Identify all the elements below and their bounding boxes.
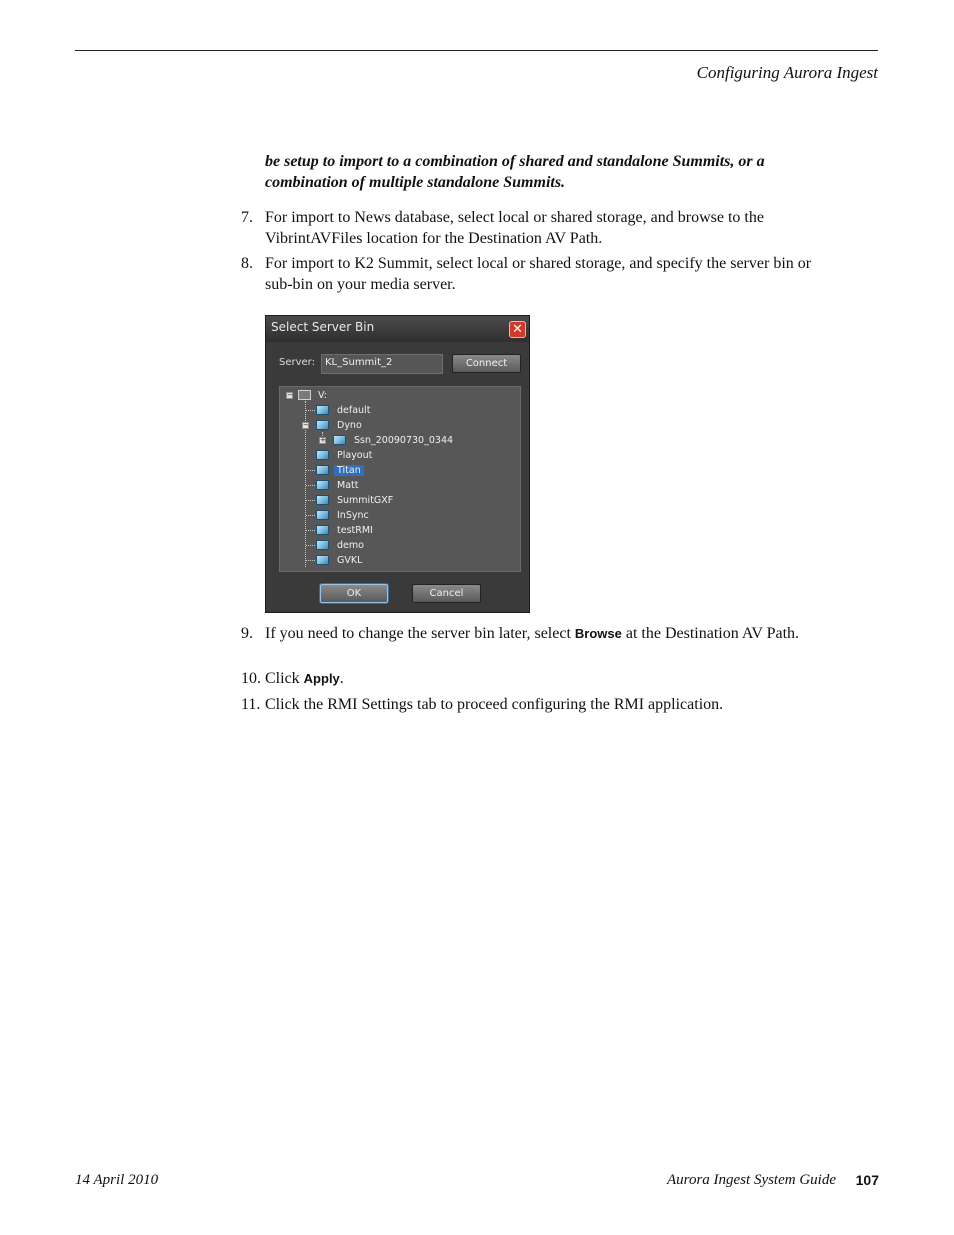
footer-date: 14 April 2010: [75, 1172, 159, 1188]
footer-guide-title: Aurora Ingest System Guide: [667, 1172, 836, 1188]
running-head: Configuring Aurora Ingest: [696, 63, 878, 82]
select-server-bin-dialog: [265, 315, 530, 613]
tree-connector: [306, 515, 315, 516]
tree-connector: [306, 500, 315, 501]
tree-item[interactable]: default: [316, 403, 370, 418]
bin-folder-icon: [316, 405, 329, 415]
page-number: 107: [855, 1172, 879, 1188]
tree-connector: [306, 485, 315, 486]
tree-item[interactable]: demo: [316, 538, 364, 553]
step-number: 8.: [241, 255, 253, 272]
tree-root[interactable]: − V:: [287, 390, 327, 401]
dialog-title-bar: [266, 316, 529, 342]
tree-item[interactable]: Matt: [316, 478, 358, 493]
tree-item[interactable]: − Dyno: [303, 420, 362, 431]
tree-connector: [306, 545, 315, 546]
step-8: [241, 253, 831, 295]
step-7: [241, 207, 831, 249]
bin-folder-icon: [316, 465, 329, 475]
ui-term-browse: Browse: [574, 626, 622, 641]
bin-folder-icon: [316, 555, 329, 565]
bin-folder-icon: [316, 510, 329, 520]
tree-item[interactable]: InSync: [316, 508, 369, 523]
step-text: Click the RMI Settings tab to proceed configuring the RMI application.: [265, 696, 724, 713]
tree-item[interactable]: SummitGXF: [316, 493, 393, 508]
step-10: [241, 668, 831, 689]
step-number: 7.: [241, 209, 253, 226]
step-text: For import to News database, select local or shared storage, and browse to the VibrintAVFiles location for the Destination AV Path.: [265, 209, 764, 247]
step-text: If you need to change the server bin later, select Browse at the Destination AV Path.: [265, 625, 800, 642]
tree-connector: [306, 560, 315, 561]
tree-connector: [306, 530, 315, 531]
close-icon[interactable]: ✕: [509, 321, 526, 338]
bin-folder-icon: [316, 525, 329, 535]
step-text: For import to K2 Summit, select local or shared storage, and specify the server bin or sub-bin on your media server.: [265, 255, 812, 293]
tree-connector: [306, 410, 315, 411]
cancel-button[interactable]: Cancel: [412, 584, 481, 603]
server-label: Server:: [279, 357, 315, 368]
bin-folder-icon: [333, 435, 346, 445]
tree-item-selected[interactable]: Titan: [316, 463, 364, 478]
step-number: 9.: [241, 625, 253, 642]
bin-folder-icon: [316, 495, 329, 505]
bin-tree[interactable]: [279, 386, 521, 572]
tree-item[interactable]: + Ssn_20090730_0344: [320, 435, 454, 446]
tree-item[interactable]: Playout: [316, 448, 372, 463]
connect-button[interactable]: Connect: [452, 354, 521, 373]
dialog-title: Select Server Bin: [271, 320, 375, 334]
tree-connector: [306, 470, 315, 471]
header-rule: [75, 50, 878, 51]
ok-button[interactable]: OK: [320, 584, 388, 603]
expand-icon[interactable]: +: [320, 436, 326, 444]
step-number: 11.: [241, 696, 261, 713]
bin-folder-icon: [316, 450, 329, 460]
tree-item[interactable]: GVKL: [316, 553, 362, 568]
step-text: Click Apply.: [265, 670, 344, 687]
bin-folder-icon: [316, 480, 329, 490]
bin-folder-icon: [316, 540, 329, 550]
note-continuation: be setup to import to a combination of shared and standalone Summits, or a combination of multiple standalone Summits.: [265, 153, 765, 191]
server-input[interactable]: KL_Summit_2: [321, 354, 443, 374]
step-11: [241, 694, 831, 715]
tree-item[interactable]: testRMI: [316, 523, 373, 538]
collapse-icon[interactable]: −: [303, 421, 309, 429]
drive-icon: [298, 390, 311, 400]
step-number: 10.: [241, 670, 261, 687]
collapse-icon[interactable]: −: [287, 391, 293, 399]
ui-term-apply: Apply: [303, 671, 340, 686]
bin-folder-icon: [316, 420, 329, 430]
step-9: [241, 623, 831, 644]
